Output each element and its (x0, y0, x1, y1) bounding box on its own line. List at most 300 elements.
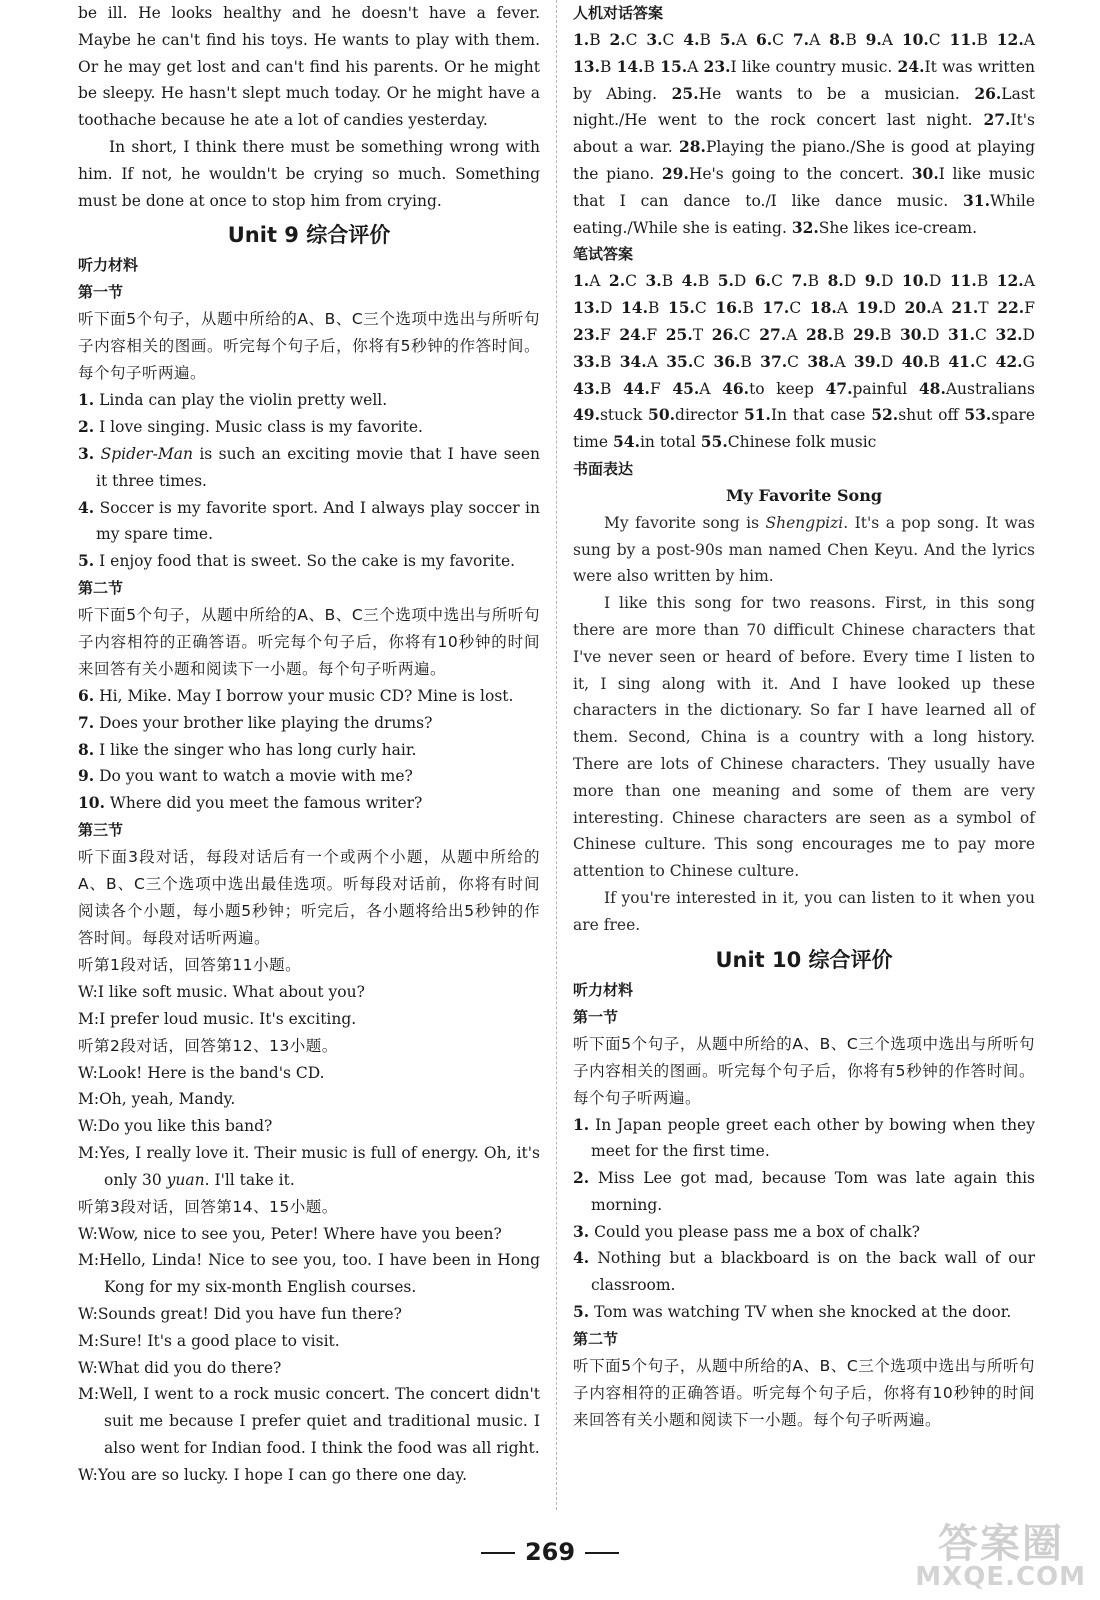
answer-value: G (1022, 352, 1035, 371)
speaker: W: (78, 1224, 98, 1243)
page-number-text: 269 (524, 1538, 576, 1566)
answer (666, 326, 703, 344)
answer-number: 23. (703, 56, 731, 76)
dialogue3 (78, 1221, 540, 1489)
column-divider (556, 0, 557, 1510)
answer-value: D (926, 325, 940, 344)
oral-answers (573, 27, 1035, 241)
answer (854, 353, 893, 371)
answer (718, 272, 747, 290)
answer-number: 55. (700, 432, 728, 452)
answer (701, 433, 877, 451)
answer (806, 326, 844, 344)
dialogue1-label: 听第1段对话，回答第11小题。 (78, 955, 302, 974)
answer-value: Australians (945, 379, 1035, 398)
answer-value: C (625, 272, 637, 291)
item-text: I love singing. Music class is my favorite. (99, 418, 423, 437)
answer-value: D (1022, 325, 1035, 344)
answer-value: D (599, 299, 613, 318)
answer-number: 8. (827, 271, 844, 291)
answer-number: 27. (759, 324, 787, 344)
answer (828, 272, 857, 290)
answer-number: 16. (715, 298, 743, 318)
list-item (78, 548, 540, 575)
answer-value: B (589, 31, 601, 49)
section2-items (78, 683, 540, 817)
dialogue-text: Well, I went to a rock music concert. The concert didn't suit me because I prefer quiet and traditional music. I also went for Indian food. I think the food was all right. (99, 1385, 540, 1457)
answer (620, 353, 658, 371)
answer (712, 326, 751, 344)
answer-value: C (662, 31, 675, 49)
answer (996, 326, 1035, 344)
answer-number: 24. (619, 324, 647, 344)
item-text: I like the singer who has long curly hair. (99, 740, 417, 759)
list-item (78, 441, 540, 495)
dialogue-line (78, 1006, 540, 1033)
answer-number: 24. (897, 56, 925, 76)
answer-number: 25. (665, 324, 693, 344)
answer-value: F (646, 325, 658, 344)
item-number: 3. (573, 1221, 590, 1241)
item-number: 2. (78, 417, 95, 437)
dash-right (585, 1552, 619, 1554)
answer-value: shut off (898, 406, 959, 425)
speaker: M: (78, 1009, 100, 1028)
answer (997, 272, 1035, 290)
answer (662, 165, 904, 183)
answer-value: B (599, 57, 612, 76)
answer (623, 380, 661, 398)
answer (900, 326, 939, 344)
answer-number: 15. (667, 298, 695, 318)
item-number: 3. (78, 443, 95, 463)
answer-value: B (845, 31, 857, 49)
answer-value: A (589, 272, 601, 291)
answer (573, 272, 600, 290)
answer (919, 380, 1035, 398)
answer-number: 21. (951, 298, 979, 318)
answer-value: It was written by Abing. (573, 57, 1035, 103)
answer (573, 380, 611, 398)
answer (950, 31, 988, 49)
answer-number: 46. (722, 378, 750, 398)
item-text: Does your brother like playing the drums? (99, 713, 433, 732)
answer (760, 353, 799, 371)
answer-value: I like music that I can dance to./I like dance music. (573, 164, 1035, 210)
item-number: 2. (573, 1168, 590, 1188)
answer-number: 48. (918, 378, 946, 398)
dialogue3-label: 听第3段对话，回答第14、15小题。 (78, 1197, 338, 1216)
answer-value: C (975, 325, 987, 344)
answer-number: 54. (613, 432, 640, 452)
dialogue2-label: 听第2段对话，回答第12、13小题。 (78, 1036, 338, 1055)
dialogue2 (78, 1060, 540, 1194)
answer-value: C (693, 352, 706, 371)
answer-value: B (647, 299, 660, 318)
speaker: M: (78, 1090, 100, 1109)
answer-number: 8. (829, 30, 846, 49)
listening-heading: 听力材料 (78, 256, 139, 275)
answer-value: B (643, 57, 655, 76)
answer (648, 406, 738, 424)
answer (997, 299, 1035, 317)
answer (951, 299, 988, 317)
answer-number: 22. (997, 298, 1025, 318)
section1-heading: 第一节 (78, 283, 124, 302)
answer-number: 52. (871, 405, 899, 425)
answer-value: A (1023, 272, 1035, 291)
answer (756, 31, 784, 49)
answer (573, 406, 642, 424)
answer-number: 26. (974, 83, 1002, 103)
answer (715, 299, 753, 317)
answer (646, 272, 674, 290)
answer-number: 27. (983, 110, 1011, 130)
list-item (573, 1299, 1035, 1326)
item-number: 9. (78, 766, 95, 786)
answer-value: C (738, 325, 751, 344)
written-answers-heading: 笔试答案 (573, 245, 634, 264)
answer (672, 380, 710, 398)
answer-value: A (836, 299, 848, 318)
answer-value: B (976, 31, 988, 49)
item-number: 1. (573, 1114, 590, 1134)
answer-number: 38. (807, 351, 835, 371)
answer (762, 299, 801, 317)
answer-number: 39. (853, 351, 881, 371)
speaker: W: (78, 1358, 98, 1377)
answer-number: 10. (901, 271, 929, 291)
answer-value: B (699, 31, 711, 49)
dialogue-line (78, 1221, 540, 1248)
speaker: M: (78, 1251, 100, 1270)
answer-value: C (789, 299, 802, 318)
dialogue-line (78, 1355, 540, 1382)
answer-value: C (694, 299, 707, 318)
item-text: Linda can play the violin pretty well. (99, 391, 388, 410)
section1-items-2 (573, 1112, 1035, 1326)
answer-value: Chinese folk music (727, 433, 877, 452)
answer (617, 58, 655, 76)
essay-conclusion: In short, I think there must be something wrong with him. If not, he wouldn't be crying so much. Something must be done at once to stop him from crying. (78, 137, 540, 210)
item-text: Could you please pass me a box of chalk? (594, 1222, 920, 1241)
item-text: Where did you meet the famous writer? (109, 794, 423, 813)
section1-instructions: 听下面5个句子，从题中所给的A、B、C三个选项中选出与所听句子内容相关的图画。听完每个句子后，你将有5秒钟的作答时间。每个句子听两遍。 (78, 310, 540, 383)
dialogue-text: Sounds great! Did you have fun there? (97, 1304, 402, 1323)
listening-heading-2: 听力材料 (573, 980, 634, 999)
essay-title: My Favorite Song (725, 485, 883, 505)
answer-value: C (928, 31, 941, 49)
answer (948, 353, 987, 371)
answer-number: 9. (865, 30, 882, 49)
answer-value: While eating./While she is eating. (573, 191, 1035, 237)
answer-value: A (809, 31, 821, 49)
answer-number: 30. (900, 324, 927, 344)
answer (948, 326, 987, 344)
speaker: W: (78, 1063, 98, 1082)
list-item (78, 790, 540, 817)
answer-number: 28. (806, 324, 833, 344)
essay-paragraph-1 (573, 510, 1035, 590)
answer (713, 353, 751, 371)
answer (672, 85, 960, 103)
essay-p1-text: My favorite song is (604, 513, 766, 532)
answer (996, 353, 1035, 371)
answer-number: 17. (762, 298, 790, 318)
answer-value: C (787, 352, 800, 371)
answer (722, 380, 814, 398)
answer-number: 3. (645, 271, 662, 291)
section3-heading: 第三节 (78, 820, 124, 839)
item-number: 8. (78, 739, 95, 759)
answer (573, 58, 611, 76)
answer-number: 14. (621, 298, 648, 318)
answer-number: 23. (573, 324, 600, 344)
answer (997, 31, 1035, 49)
answer-number: 30. (911, 163, 939, 183)
item-text: Tom was watching TV when she knocked at the door. (594, 1303, 1012, 1322)
answer-value: A (1023, 31, 1035, 49)
answer (621, 299, 659, 317)
answer (573, 353, 611, 371)
unit9-title: Unit 9 综合评价 (227, 223, 391, 248)
answer-value: painful (852, 379, 908, 398)
answer (609, 31, 637, 49)
watermark-top: 答案圈 (938, 1521, 1064, 1567)
answer-number: 15. (660, 56, 688, 76)
answer-value: A (735, 31, 748, 49)
item-number: 4. (573, 1248, 590, 1268)
list-item (78, 710, 540, 737)
answer-number: 42. (995, 351, 1023, 371)
item-number: 6. (78, 685, 95, 705)
item-text: is such an exciting movie that I have seen it three times. (96, 444, 541, 490)
answer-value: A (786, 325, 798, 344)
speaker: M: (78, 1331, 100, 1350)
list-item (78, 763, 540, 790)
answer-value: B (832, 325, 845, 344)
item-text: Miss Lee got mad, because Tom was late again this morning. (591, 1169, 1035, 1214)
list-item (573, 1219, 1035, 1246)
answer-value: in total (639, 433, 696, 452)
answer (950, 272, 988, 290)
answer-value: T (978, 299, 989, 318)
answer-number: 26. (711, 324, 739, 344)
dialogue-text: Wow, nice to see you, Peter! Where have you been? (97, 1224, 502, 1243)
answer-value: Playing the piano./She is good at playing the piano. (573, 138, 1035, 183)
list-item (78, 683, 540, 710)
answer (826, 380, 908, 398)
essay-paragraph-2: I like this song for two reasons. First, in this song there are more than 70 difficult Chinese characters that I've never seen or heard of before. Every time I listen to it, I sing along with it. And I have looked up these characters in the dictionary. So far I have learned all of them. Second, China is a country with a long history. There are lots of Chinese characters. They usually have more than one meaning and some of them are very interesting. Chinese characters are seen as a symbol of Chinese culture. This song encourages me to pay more attention to Chinese culture. (573, 594, 1035, 881)
answer-number: 1. (573, 271, 590, 291)
answer-number: 3. (646, 30, 663, 49)
answer-value: spare time (573, 406, 1036, 452)
answer (905, 299, 943, 317)
answer-value: He's going to the concert. (688, 164, 905, 183)
item-number: 7. (78, 712, 95, 732)
dialogue-line (78, 1381, 540, 1461)
answer-value: B (740, 352, 752, 371)
answer-number: 29. (853, 324, 880, 344)
answer-value: He wants to be a musician. (698, 84, 960, 103)
dialogue-line (78, 1247, 540, 1301)
answer (573, 31, 601, 49)
answer-value: A (931, 299, 943, 318)
section1-heading-2: 第一节 (573, 1007, 619, 1026)
answer-value: D (880, 272, 894, 291)
dialogue1 (78, 979, 540, 1033)
speaker: M: (78, 1143, 100, 1162)
answer-number: 19. (856, 298, 884, 318)
item-text: Do you want to watch a movie with me? (99, 767, 413, 786)
answer-number: 34. (619, 351, 647, 371)
answer-number: 4. (681, 271, 698, 291)
list-item (573, 1245, 1035, 1299)
item-number: 5. (78, 551, 95, 571)
essay-continuation: be ill. He looks healthy and he doesn't have a fever. Maybe he can't find his toys. He wants to play with them. Or he may get lost and can't find his parents. Or he might be sleepy. He hasn't slept much today. Or he might have a toothache because he ate a lot of candies yesterday. (78, 4, 540, 130)
list-item (78, 737, 540, 764)
answer-number: 11. (949, 271, 977, 291)
answer (619, 326, 657, 344)
answer-value: C (771, 272, 783, 291)
list-item (78, 495, 540, 549)
answer (704, 58, 893, 76)
watermark-bottom: MXQE.COM (915, 1562, 1086, 1592)
answer-value: It's about a war. (573, 111, 1035, 157)
answer-value: B (661, 272, 674, 291)
answer-number: 13. (573, 56, 600, 76)
answer-number: 36. (713, 351, 741, 371)
dialogue-line (78, 1328, 540, 1355)
answer-number: 25. (671, 83, 699, 103)
dialogue-text: Do you like this band? (97, 1117, 273, 1136)
answer-value: B (742, 299, 754, 318)
section1-instructions-2: 听下面5个句子，从题中所给的A、B、C三个选项中选出与所听句子内容相关的图画。听完每个句子后，你将有5秒钟的作答时间。每个句子听两遍。 (573, 1034, 1035, 1107)
answer-value: A (834, 352, 846, 371)
answer-number: 12. (996, 271, 1024, 291)
answer-value: A (699, 379, 711, 398)
answer-value: A (646, 352, 658, 371)
answer-value: C (772, 31, 785, 49)
song-name: Shengpizi (765, 513, 844, 532)
item-text: I enjoy food that is sweet. So the cake is my favorite. (99, 552, 516, 571)
answer (683, 31, 711, 49)
answer-value: stuck (599, 406, 643, 425)
answer-value: A (687, 57, 699, 76)
speaker: W: (78, 982, 98, 1001)
essay-paragraph-3: If you're interested in it, you can listen to it when you are free. (573, 888, 1035, 934)
answer-number: 31. (963, 190, 990, 210)
watermark-logo (896, 1512, 1086, 1592)
section2-heading-2: 第二节 (573, 1329, 619, 1348)
answer-value: A (881, 31, 893, 49)
answer-value: In that case (770, 406, 866, 425)
answer-number: 14. (616, 56, 644, 76)
dash-left (481, 1552, 515, 1554)
answer (646, 31, 674, 49)
answer (810, 299, 848, 317)
answer-number: 44. (622, 378, 650, 398)
answer (902, 353, 940, 371)
answer (793, 31, 820, 49)
answer-value: B (976, 272, 989, 291)
answer-number: 2. (608, 271, 626, 291)
answer-number: 10. (901, 30, 929, 49)
answer-value: B (879, 325, 892, 344)
answer-number: 43. (573, 378, 600, 398)
answer-number: 4. (683, 30, 700, 49)
answer-number: 20. (904, 298, 932, 318)
speaker: W: (78, 1117, 98, 1136)
answer-number: 9. (864, 271, 881, 291)
answer (755, 272, 783, 290)
answer-number: 5. (719, 30, 736, 49)
answer (807, 353, 845, 371)
answer (853, 326, 891, 344)
answer (865, 272, 894, 290)
list-item (78, 414, 540, 441)
dialogue-line (78, 979, 540, 1006)
answer-number: 31. (948, 324, 976, 344)
dialogue-tail: . I'll take it. (204, 1170, 295, 1189)
speaker: M: (78, 1385, 100, 1404)
answer (682, 272, 710, 290)
answer-number: 32. (791, 217, 819, 237)
written-answers (573, 268, 1035, 456)
answer-number: 6. (755, 30, 773, 49)
answer-value: D (928, 272, 942, 291)
answer-value: B (697, 272, 710, 291)
answer-number: 35. (666, 351, 694, 371)
answer (613, 433, 696, 451)
answer-number: 29. (661, 163, 689, 183)
answer-value: B (599, 379, 612, 398)
answer-number: 6. (754, 271, 772, 291)
answer-value: D (843, 272, 857, 291)
answer-value: B (807, 272, 820, 291)
item-italic: Spider-Man (100, 444, 193, 463)
answer-number: 11. (949, 30, 977, 49)
section3-instructions: 听下面3段对话，每段对话后有一个或两个小题，从题中所给的A、B、C三个选项中选出最佳选项。听每段对话前，你将有时间阅读各个小题，每小题5秒钟；听完后，各小题将给出5秒钟的作答时间。每段对话听两遍。 (78, 847, 540, 947)
answer (829, 31, 857, 49)
answer-number: 28. (678, 137, 706, 157)
answer-number: 49. (573, 405, 600, 425)
answer (573, 326, 611, 344)
answer-value: F (599, 325, 611, 344)
dialogue-text: Sure! It's a good place to visit. (99, 1331, 340, 1350)
answer-number: 53. (964, 405, 992, 425)
item-text: Soccer is my favorite sport. And I always play soccer in my spare time. (96, 498, 540, 544)
item-number: 4. (78, 497, 95, 517)
answer-value: to keep (749, 379, 814, 398)
answer-number: 40. (901, 351, 929, 371)
answer-number: 5. (717, 271, 734, 291)
answer (573, 299, 612, 317)
answer (871, 406, 958, 424)
answer-value: F (649, 379, 661, 398)
answer (792, 219, 977, 237)
answer (744, 406, 865, 424)
answer-number: 45. (672, 378, 700, 398)
answer-value: T (692, 325, 704, 344)
answer-number: 50. (648, 405, 676, 425)
answer-number: 41. (948, 351, 976, 371)
dialogue-text: Yes, I really love it. Their music is full of energy. Oh, it's only 30 (99, 1143, 540, 1189)
answer-value: B (599, 352, 612, 371)
answer (666, 353, 705, 371)
right-column (573, 0, 1035, 1434)
answer-value: D (883, 299, 896, 318)
